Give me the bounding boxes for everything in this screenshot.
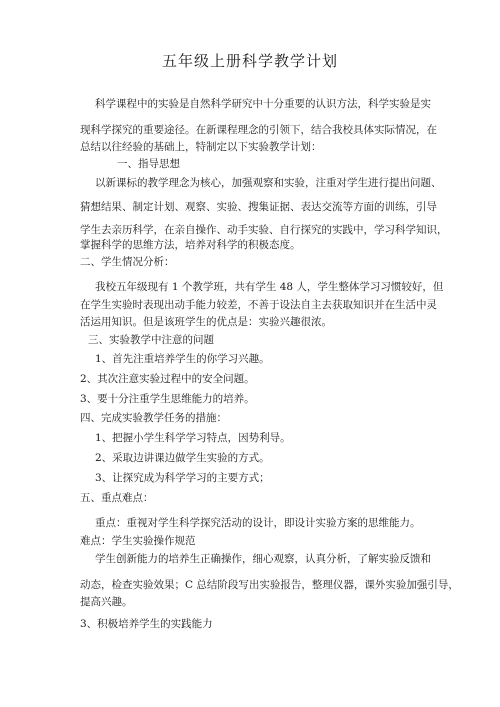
section-heading: 四、完成实验教学任务的措施： xyxy=(80,412,227,424)
paragraph-line: 现科学探究的重要途径。在新课程理念的引领下，结合我校具体实际情况，在 xyxy=(80,124,437,136)
paragraph-line: 动态，检查实验效果；C 总结阶段写出实验报告，整理仪器，课外实验加强引导， xyxy=(80,579,459,591)
section-heading: 3、积极培养学生的实践能力 xyxy=(80,618,213,630)
list-item: 3、要十分注重学生思维能力的培养。 xyxy=(80,393,255,405)
list-item: 1、把握小学生科学学习特点，因势利导。 xyxy=(95,432,291,444)
paragraph-line: 难点：学生实验操作规范 xyxy=(80,535,196,547)
paragraph-line: 在学生实验时表现出动手能力较差，不善于设法自主去获取知识并在生活中灵 xyxy=(80,299,437,311)
document-title: 五年级上册科学教学计划 xyxy=(161,52,338,70)
paragraph-line: 猜想结果、制定计划、观察、实验、搜集证据、表达交流等方面的训练，引导 xyxy=(80,201,437,213)
paragraph-line: 掌握科学的思维方法，培养对科学的积极态度。 xyxy=(80,239,301,251)
list-item: 2、其次注意实验过程中的安全问题。 xyxy=(80,373,255,385)
paragraph-line: 提高兴趣。 xyxy=(80,596,133,608)
section-heading: 二、学生情况分析： xyxy=(80,256,175,268)
paragraph-line: 学生创新能力的培养生正确操作，细心观察，认真分析，了解实验反馈和 xyxy=(95,553,431,565)
paragraph-line: 我校五年级现有 1 个教学班，共有学生 48 人，学生整体学习习惯较好，但 xyxy=(95,281,444,293)
paragraph-line: 以新课标的教学理念为核心，加强观察和实验，注重对学生进行提出问题、 xyxy=(95,177,442,189)
paragraph-line: 总结以往经验的基础上，特制定以下实验教学计划： xyxy=(80,141,322,153)
paragraph-line: 活运用知识。但是该班学生的优点是：实验兴趣很浓。 xyxy=(80,316,332,328)
section-heading: 五、重点难点： xyxy=(80,492,154,504)
list-item: 2、采取边讲课边做学生实验的方式。 xyxy=(95,452,270,464)
list-item: 1、首先注重培养学生的你学习兴趣。 xyxy=(95,353,270,365)
paragraph-line: 重点：重视对学生科学探究活动的设计，即设计实验方案的思维能力。 xyxy=(95,517,421,529)
paragraph-line: 科学课程中的实验是自然科学研究中十分重要的认识方法，科学实验是实 xyxy=(95,98,431,110)
paragraph-line: 学生去亲历科学，在亲自操作、动手实验、自行探究的实践中，学习科学知识， xyxy=(80,224,448,236)
list-item: 3、让探究成为科学学习的主要方式； xyxy=(95,472,270,484)
section-heading: 一、指导思想 xyxy=(117,158,180,170)
section-heading: 三、实验教学中注意的问题 xyxy=(88,334,214,346)
